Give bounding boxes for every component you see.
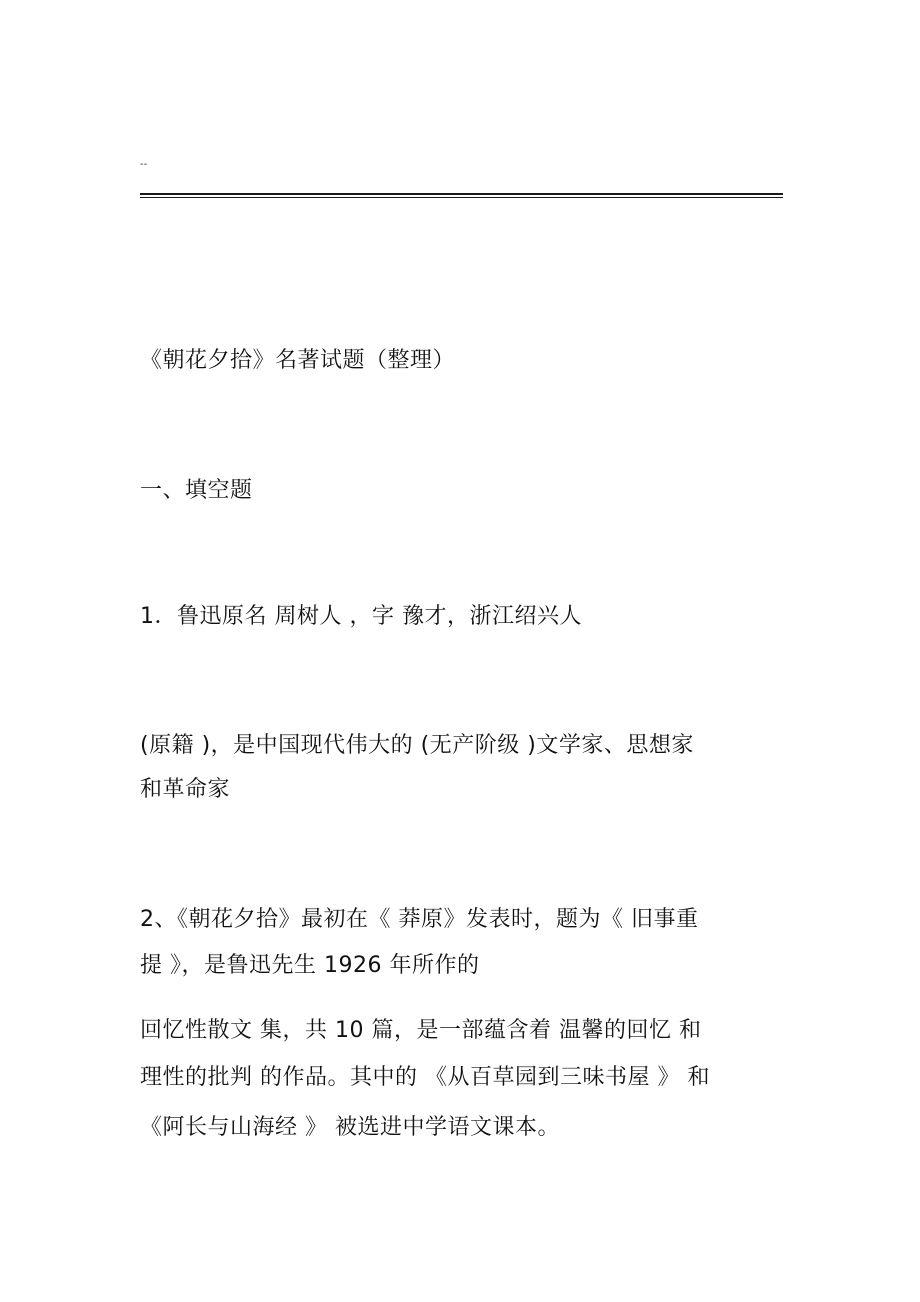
question-2-line-2: 提 》，是鲁迅先生 1926 年所作的 (140, 953, 480, 978)
header-rule-thick (140, 193, 783, 195)
question-2-line-4: 理性的批判 的作品。其中的 《从百草园到三味书屋 》 和 (140, 1065, 710, 1090)
document-title: 《朝花夕拾》名著试题（整理） (140, 348, 456, 373)
header-rule-thin (140, 197, 783, 198)
question-2-line-3: 回忆性散文 集，共 10 篇，是一部蕴含着 温馨的回忆 和 (140, 1018, 702, 1043)
section-heading: 一、填空题 (140, 478, 253, 503)
question-2-line-5: 《阿长与山海经 》 被选进中学语文课本。 (140, 1115, 560, 1140)
question-1-line-3: 和革命家 (140, 777, 231, 802)
header-mark: -- (140, 159, 148, 170)
question-1-line-2: (原籍 )，是中国现代伟大的 (无产阶级 )文学家、思想家 (140, 733, 694, 758)
question-2-line-1: 2、《朝花夕拾》最初在《 莽原》发表时，题为《 旧事重 (140, 907, 699, 932)
question-1-line-1: 1．鲁迅原名 周树人 ，字 豫才，浙江绍兴人 (140, 604, 582, 629)
